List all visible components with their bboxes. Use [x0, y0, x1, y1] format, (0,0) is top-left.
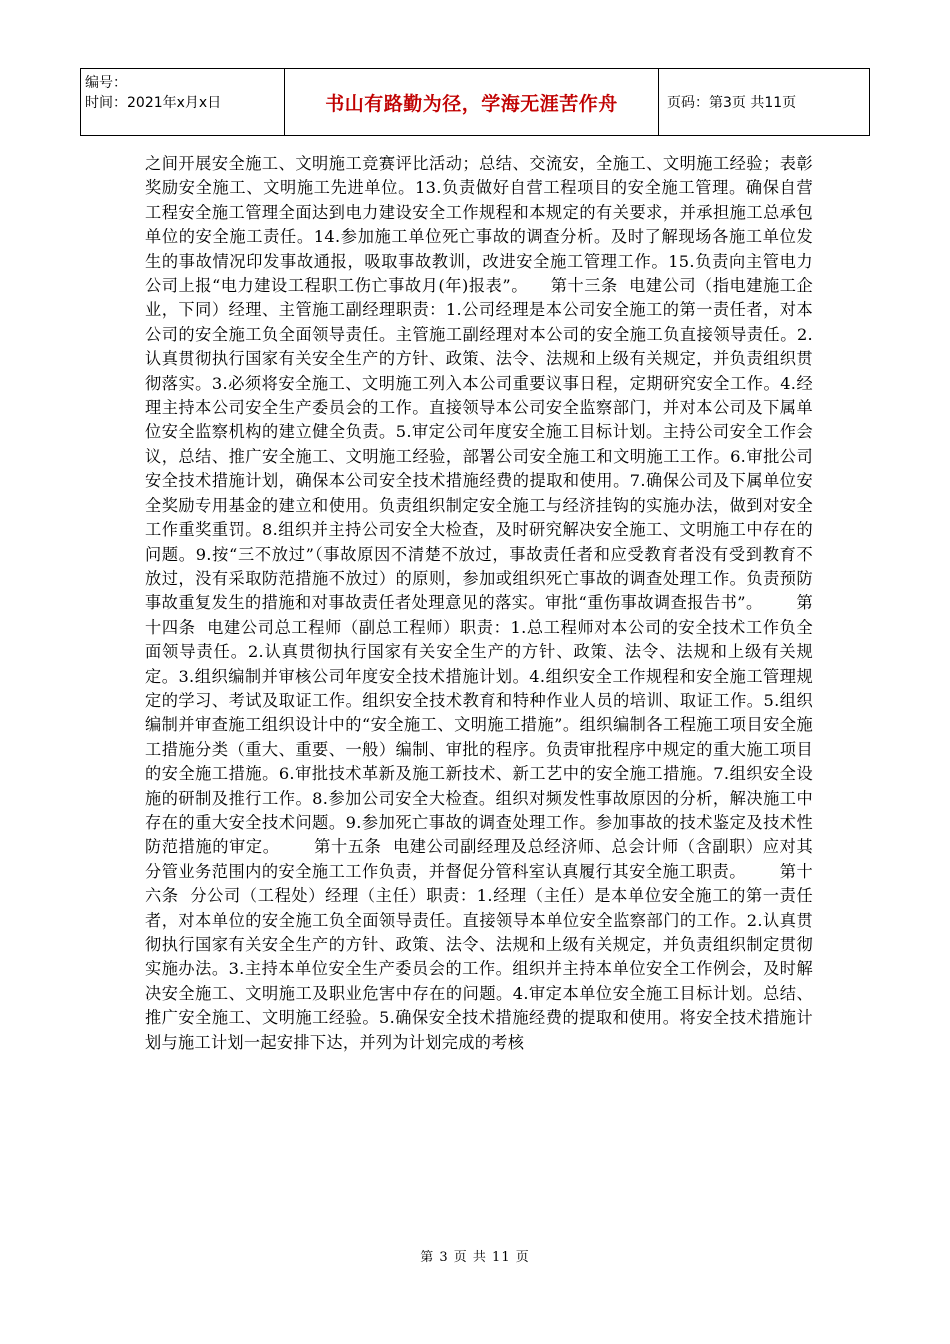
- header-motto: 书山有路勤为径，学海无涯苦作舟: [285, 69, 659, 135]
- document-date-label: 时间：2021年x月x日: [85, 95, 222, 111]
- header-page-info: 页码：第3页 共11页: [667, 95, 797, 111]
- document-body-text: 之间开展安全施工、文明施工竞赛评比活动；总结、交流安，全施工、文明施工经验；表彰奖励安全施工、文明施工先进单位。13.负责做好自营工程项目的安全施工管理。确保自营工程安全施工管理全面达到电力建设安全工作规程和本规定的有关要求，并承担施工总承包单位的安全施工责任。14.参加施工单位死亡事故的调查分析。及时了解现场各施工单位发生的事故情况印发事故通报，吸取事故教训，改进安全施工管理工作。15.负责向主管电力公司上报“电力建设工程职工伤亡事故月(年)报表”。 第十三条 电建公司（指电建施工企业，下同）经理、主管施工副经理职责：1.公司经理是本公司安全施工的第一责任者，对本公司的安全施工负全面领导责任。主管施工副经理对本公司的安全施工负直接领导责任。2.认真贯彻执行国家有关安全生产的方针、政策、法令、法规和上级有关规定，并负责组织贯彻落实。3.必须将安全施工、文明施工列入本公司重要议事日程，定期研究安全工作。4.经理主持本公司安全生产委员会的工作。直接领导本公司安全监察部门，并对本公司及下属单位安全监察机构的建立健全负责。5.审定公司年度安全施工目标计划。主持公司安全工作会议，总结、推广安全施工、文明施工经验，部署公司安全施工和文明施工工作。6.审批公司安全技术措施计划，确保本公司安全技术措施经费的提取和使用。7.确保公司及下属单位安全奖励专用基金的建立和使用。负责组织制定安全施工与经济挂钩的实施办法，做到对安全工作重奖重罚。8.组织并主持公司安全大检查，及时研究解决安全施工、文明施工中存在的问题。9.按“三不放过”（事故原因不清楚不放过，事故责任者和应受教育者没有受到教育不放过，没有采取防范措施不放过）的原则，参加或组织死亡事故的调查处理工作。负责预防事故重复发生的措施和对事故责任者处理意见的落实。审批“重伤事故调查报告书”。 第十四条 电建公司总工程师（副总工程师）职责：1.总工程师对本公司的安全技术工作负全面领导责任。2.认真贯彻执行国家有关安全生产的方针、政策、法令、法规和上级有关规定。3.组织编制并审核公司年度安全技术措施计划。4.组织安全工作规程和安全施工管理规定的学习、考试及取证工作。组织安全技术教育和特种作业人员的培训、取证工作。5.组织编制并审查施工组织设计中的“安全施工、文明施工措施”。组织编制各工程施工项目安全施工措施分类（重大、重要、一般）编制、审批的程序。负责审批程序中规定的重大施工项目的安全施工措施。6.审批技术革新及施工新技术、新工艺中的安全施工措施。7.组织安全设施的研制及推行工作。8.参加公司安全大检查。组织对频发性事故原因的分析，解决施工中存在的重大安全技术问题。9.参加死亡事故的调查处理工作。参加事故的技术鉴定及技术性防范措施的审定。 第十五条 电建公司副经理及总经济师、总会计师（含副职）应对其分管业务范围内的安全施工工作负责，并督促分管科室认真履行其安全施工职责。 第十六条 分公司（工程处）经理（主任）职责：1.经理（主任）是本单位安全施工的第一责任者，对本单位的安全施工负全面领导责任。直接领导本单位安全监察部门的工作。2.认真贯彻执行国家有关安全生产的方针、政策、法令、法规和上级有关规定，并负责组织制定贯彻实施办法。3.主持本单位安全生产委员会的工作。组织并主持本单位安全工作例会，及时解决安全施工、文明施工及职业危害中存在的问题。4.审定本单位安全施工目标计划。总结、推广安全施工、文明施工经验。5.确保安全技术措施经费的提取和使用。将安全技术措施计划与施工计划一起安排下达，并列为计划完成的考核: [145, 154, 813, 1052]
- document-header: [80, 68, 870, 136]
- page-footer: 第 3 页 共 11 页: [420, 1250, 530, 1265]
- document-number-label: 编号：: [85, 75, 127, 91]
- header-meta-cell: [81, 69, 285, 135]
